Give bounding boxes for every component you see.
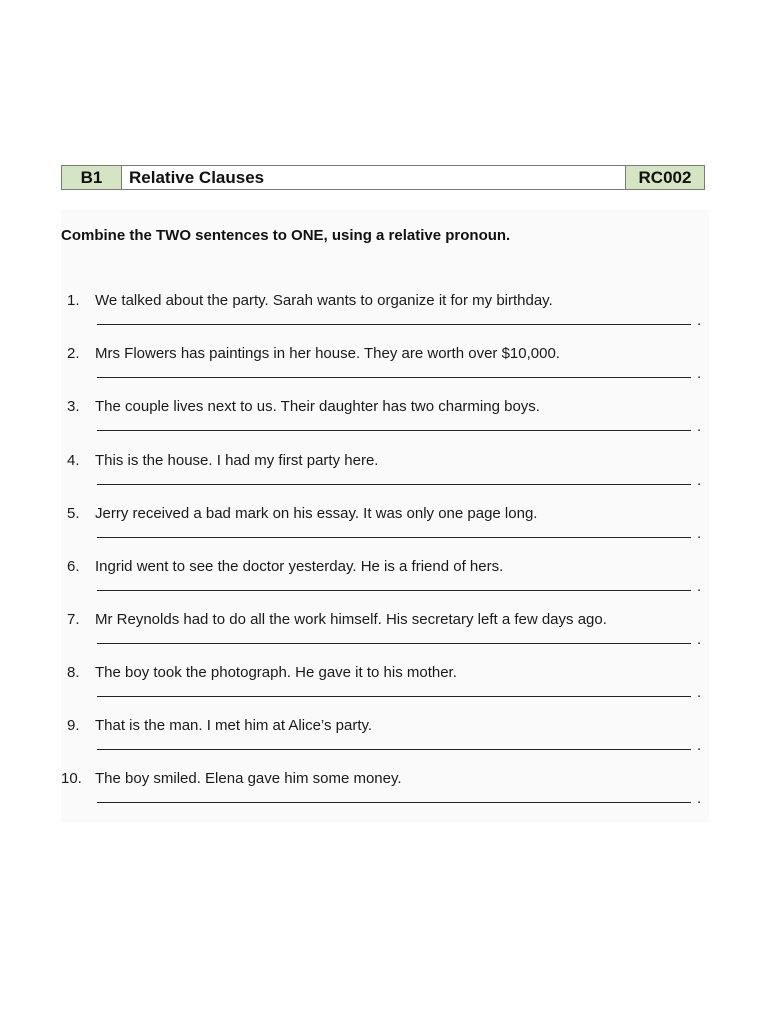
exercise-sentence: This is the house. I had my first party here. xyxy=(95,452,379,469)
answer-period: . xyxy=(697,790,702,807)
exercise-number: 10. xyxy=(61,770,82,787)
answer-line[interactable] xyxy=(97,537,691,538)
exercise-number: 5. xyxy=(67,505,80,522)
exercise-number: 3. xyxy=(67,398,80,415)
answer-line[interactable] xyxy=(97,802,691,803)
answer-period: . xyxy=(697,525,702,542)
exercise-sentence: Ingrid went to see the doctor yesterday. He is a friend of hers. xyxy=(95,558,504,575)
exercise-area xyxy=(61,210,709,822)
exercise-item xyxy=(61,452,709,505)
exercise-number: 7. xyxy=(67,611,80,628)
exercise-sentence: Jerry received a bad mark on his essay. It was only one page long. xyxy=(95,505,538,522)
answer-period: . xyxy=(697,737,702,754)
worksheet-header xyxy=(61,165,705,190)
answer-line[interactable] xyxy=(97,324,691,325)
exercise-sentence: Mr Reynolds had to do all the work himself. His secretary left a few days ago. xyxy=(95,611,607,628)
answer-period: . xyxy=(697,418,702,435)
exercise-item xyxy=(61,292,709,345)
exercise-sentence: The couple lives next to us. Their daughter has two charming boys. xyxy=(95,398,540,415)
exercise-item xyxy=(61,611,709,664)
answer-line[interactable] xyxy=(97,643,691,644)
exercise-item xyxy=(61,664,709,717)
exercise-number: 6. xyxy=(67,558,80,575)
exercise-number: 4. xyxy=(67,452,80,469)
answer-period: . xyxy=(697,472,702,489)
answer-line[interactable] xyxy=(97,696,691,697)
exercise-item xyxy=(61,398,709,451)
answer-line[interactable] xyxy=(97,590,691,591)
answer-period: . xyxy=(697,684,702,701)
exercise-number: 8. xyxy=(67,664,80,681)
exercise-number: 2. xyxy=(67,345,80,362)
answer-period: . xyxy=(697,631,702,648)
exercise-sentence: The boy took the photograph. He gave it to his mother. xyxy=(95,664,457,681)
answer-line[interactable] xyxy=(97,484,691,485)
answer-line[interactable] xyxy=(97,749,691,750)
level-badge: B1 xyxy=(62,166,122,189)
instruction-text: Combine the TWO sentences to ONE, using a relative pronoun. xyxy=(61,227,511,244)
exercise-number: 9. xyxy=(67,717,80,734)
exercise-sentence: The boy smiled. Elena gave him some money. xyxy=(95,770,402,787)
exercise-item xyxy=(61,505,709,558)
worksheet-title: Relative Clauses xyxy=(122,166,626,189)
worksheet-code: RC002 xyxy=(626,166,704,189)
exercise-sentence: That is the man. I met him at Alice’s party. xyxy=(95,717,373,734)
exercise-item xyxy=(61,770,709,823)
exercise-number: 1. xyxy=(67,292,80,309)
exercise-sentence: We talked about the party. Sarah wants to organize it for my birthday. xyxy=(95,292,553,309)
answer-period: . xyxy=(697,312,702,329)
answer-period: . xyxy=(697,578,702,595)
exercise-item xyxy=(61,345,709,398)
exercise-sentence: Mrs Flowers has paintings in her house. They are worth over $10,000. xyxy=(95,345,560,362)
exercise-item xyxy=(61,558,709,611)
answer-period: . xyxy=(697,365,702,382)
exercise-item xyxy=(61,717,709,770)
answer-line[interactable] xyxy=(97,430,691,431)
answer-line[interactable] xyxy=(97,377,691,378)
